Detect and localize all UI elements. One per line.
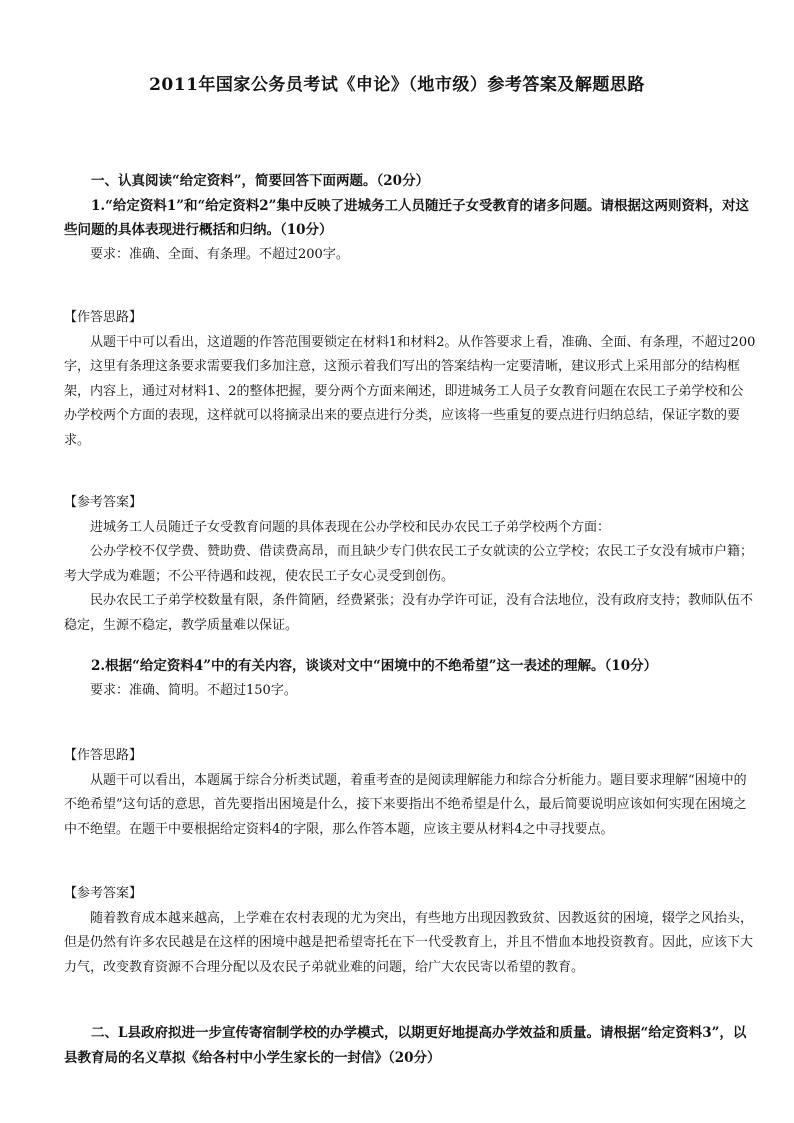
q2-answer: 随着教育成本越来越高，上学难在农村表现的尤为突出，有些地方出现因教致贫、因教返贫的困境，辍学之风抬头，但是仍然有许多农民越是在这样的困境中越是把希望寄托在下一代受教育上，并且不惜血本地投资教育。因此，应该下大力气，改变教育资源不合理分配以及农民子弟就业难的问题，给广大农民寄以希望的教育。 xyxy=(64,910,754,975)
q1-answer-label: 【参考答案】 xyxy=(64,495,143,510)
section1-block xyxy=(64,169,756,267)
q2-answer-block xyxy=(64,882,756,980)
q2-question: 2.根据“给定资料4”中的有关内容，谈谈对文中“困境中的不绝希望”这一表述的理解。（10分） xyxy=(91,658,658,674)
q2-requirement: 要求：准确、简明。不超过150字。 xyxy=(90,682,297,698)
q1-thinking: 从题干中可以看出，这道题的作答范围要锁定在材料1和材料2。从作答要求上看，准确、全面、有条理，不超过200字，这里有条理这条要求需要我们多加注意，这预示着我们写出的答案结构一定要清晰，建议形式上采用部分的结构框架，内容上，通过对材料1、2的整体把握，要分两个方面来阐述，即进城务工人员子女教育问题在农民工子弟学校和公办学校两个方面的表现，这样就可以将摘录出来的要点进行分类，应该将一些重复的要点进行归纳总结，保证字数的要求。 xyxy=(64,334,756,448)
q2-answer-label: 【参考答案】 xyxy=(64,886,143,901)
q1-thinking-label: 【作答思路】 xyxy=(64,310,143,325)
q1-requirement: 要求：准确、全面、有条理。不超过200字。 xyxy=(90,246,349,262)
q1-answer-private: 民办农民工子弟学校数量有限，条件简陋，经费紧张；没有办学许可证，没有合法地位，没有政府支持；教师队伍不稳定，生源不稳定，教学质量难以保证。 xyxy=(64,593,754,633)
section1-heading: 一、认真阅读“给定资料”，简要回答下面两题。（20分） xyxy=(91,173,430,189)
q1-question: 1.“给定资料1”和“给定资料2”集中反映了进城务工人员随迁子女受教育的诸多问题。请根据这两则资料，对这些问题的具体表现进行概括和归纳。（10分） xyxy=(64,197,749,239)
q2-thinking-label: 【作答思路】 xyxy=(64,748,143,763)
section2-heading: 二、L县政府拟进一步宣传寄宿制学校的办学模式，以期更好地提高办学效益和质量。请根据“给定资料3”，以县教育局的名义草拟《给各村中小学生家长的一封信》（20分） xyxy=(64,1025,747,1066)
q1-answer-intro: 进城务工人员随迁子女受教育问题的具体表现在公办学校和民办农民工子弟学校两个方面： xyxy=(90,519,611,535)
q2-block xyxy=(64,654,756,703)
document-title: 2011年国家公务员考试《申论》（地市级）参考答案及解题思路 xyxy=(149,75,645,95)
q1-answer-block xyxy=(64,491,756,639)
q1-thinking-block xyxy=(64,306,756,454)
q2-thinking-block xyxy=(64,744,756,842)
section2-block xyxy=(64,1021,756,1070)
q2-thinking: 从题干可以看出，本题属于综合分析类试题，着重考查的是阅读理解能力和综合分析能力。题目要求理解“困境中的不绝希望”这句话的意思，首先要指出困境是什么，接下来要指出不绝希望是什么，最后简要说明应该如何实现在困境之中不绝望。在题干中要根据给定资料4的字限，那么作答本题，应该主要从材料4之中寻找要点。 xyxy=(64,772,747,837)
q1-answer-public: 公办学校不仅学费、赞助费、借读费高昂，而且缺少专门供农民工子女就读的公立学校；农民工子女没有城市户籍；考大学成为难题；不公平待遇和歧视，使农民工子女心灵受到创伤。 xyxy=(64,544,754,584)
